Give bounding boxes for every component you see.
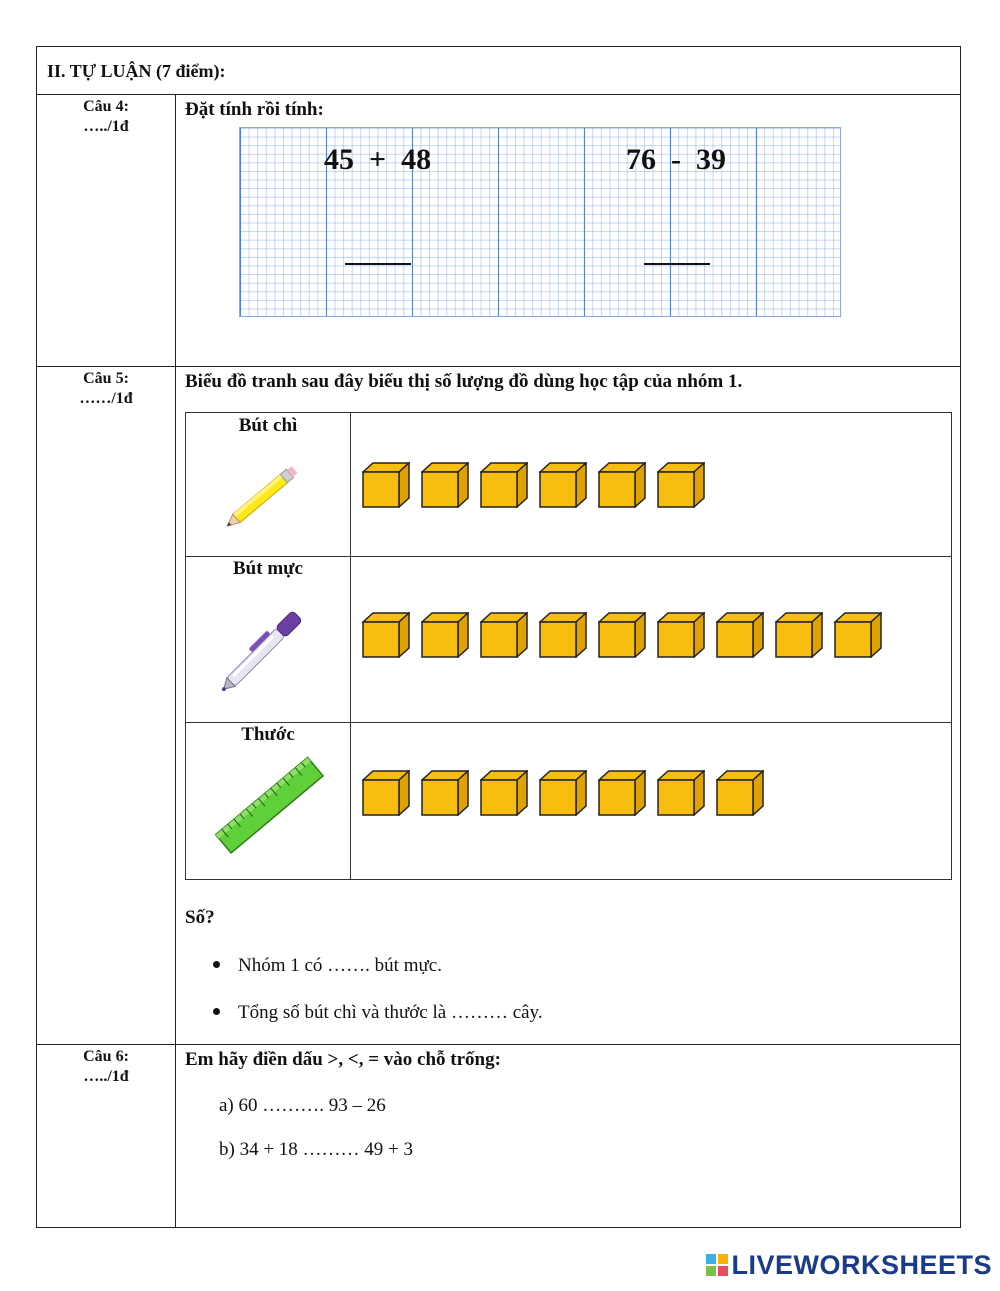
worksheet-table — [36, 46, 961, 1228]
chart-cube — [834, 612, 882, 658]
question-5-prompt: Biểu đồ tranh sau đây biểu thị số lượng đồ dùng học tập của nhóm 1. — [185, 371, 743, 392]
chart-cube — [480, 612, 528, 658]
score-blank[interactable]: …../1đ — [83, 1068, 129, 1085]
bullet-text: Tổng số bút chì và thước là ……… cây. — [238, 1002, 543, 1023]
comparison-item-b[interactable]: b) 34 + 18 ……… 49 + 3 — [219, 1139, 414, 1160]
question-5-label — [37, 369, 175, 409]
chart-row-label: Bút chì — [238, 415, 298, 436]
chart-cube — [716, 612, 764, 658]
chart-cube — [362, 612, 410, 658]
chart-cube — [421, 770, 469, 816]
answer-line — [644, 263, 710, 265]
score-blank[interactable]: …../1đ — [83, 118, 129, 135]
liveworksheets-logo — [706, 1250, 992, 1281]
question-4-row — [37, 94, 960, 366]
answer-line — [345, 263, 411, 265]
chart-cube — [539, 612, 587, 658]
chart-cube — [598, 612, 646, 658]
question-number: Câu 4: — [83, 98, 129, 115]
bullet-text: Nhóm 1 có ……. bút mực. — [238, 955, 442, 976]
picture-chart — [185, 412, 952, 880]
question-4-prompt: Đặt tính rồi tính: — [185, 99, 324, 120]
chart-cube — [362, 770, 410, 816]
chart-cube — [539, 462, 587, 508]
chart-cube — [598, 462, 646, 508]
bullet-item[interactable] — [213, 955, 442, 977]
question-4-label — [37, 97, 175, 137]
comparison-item-a[interactable]: a) 60 ………. 93 – 26 — [219, 1095, 386, 1116]
fill-label: Số? — [185, 907, 215, 928]
bullet-dot — [213, 1008, 220, 1015]
brand-mark-icon — [706, 1254, 728, 1276]
chart-cube — [657, 770, 705, 816]
score-blank[interactable]: ……/1đ — [79, 390, 133, 407]
calc-addition: 45 + 48 — [324, 143, 432, 176]
bullet-item[interactable] — [213, 1002, 543, 1024]
brand-text: LIVEWORKSHEETS — [731, 1250, 992, 1280]
chart-row-label: Bút mực — [233, 558, 303, 579]
chart-cube — [421, 612, 469, 658]
chart-cube — [480, 770, 528, 816]
chart-cube — [598, 770, 646, 816]
bullet-dot — [213, 961, 220, 968]
chart-cube — [421, 462, 469, 508]
chart-row-label: Thước — [241, 724, 295, 745]
chart-cube — [716, 770, 764, 816]
question-6-label — [37, 1047, 175, 1087]
chart-cube — [775, 612, 823, 658]
ruler-icon — [208, 747, 332, 865]
chart-cube — [657, 612, 705, 658]
question-6-prompt: Em hãy điền dấu >, <, = vào chỗ trống: — [185, 1049, 501, 1070]
question-6-row — [37, 1044, 960, 1227]
chart-cube — [539, 770, 587, 816]
calc-subtraction: 76 - 39 — [626, 143, 726, 176]
chart-cube — [480, 462, 528, 508]
pen-icon — [212, 591, 322, 701]
chart-cube — [657, 462, 705, 508]
question-number: Câu 6: — [83, 1048, 129, 1065]
section-title: II. TỰ LUẬN (7 điểm): — [47, 61, 226, 81]
chart-cube — [362, 462, 410, 508]
pencil-icon — [222, 457, 308, 533]
question-number: Câu 5: — [83, 370, 129, 387]
